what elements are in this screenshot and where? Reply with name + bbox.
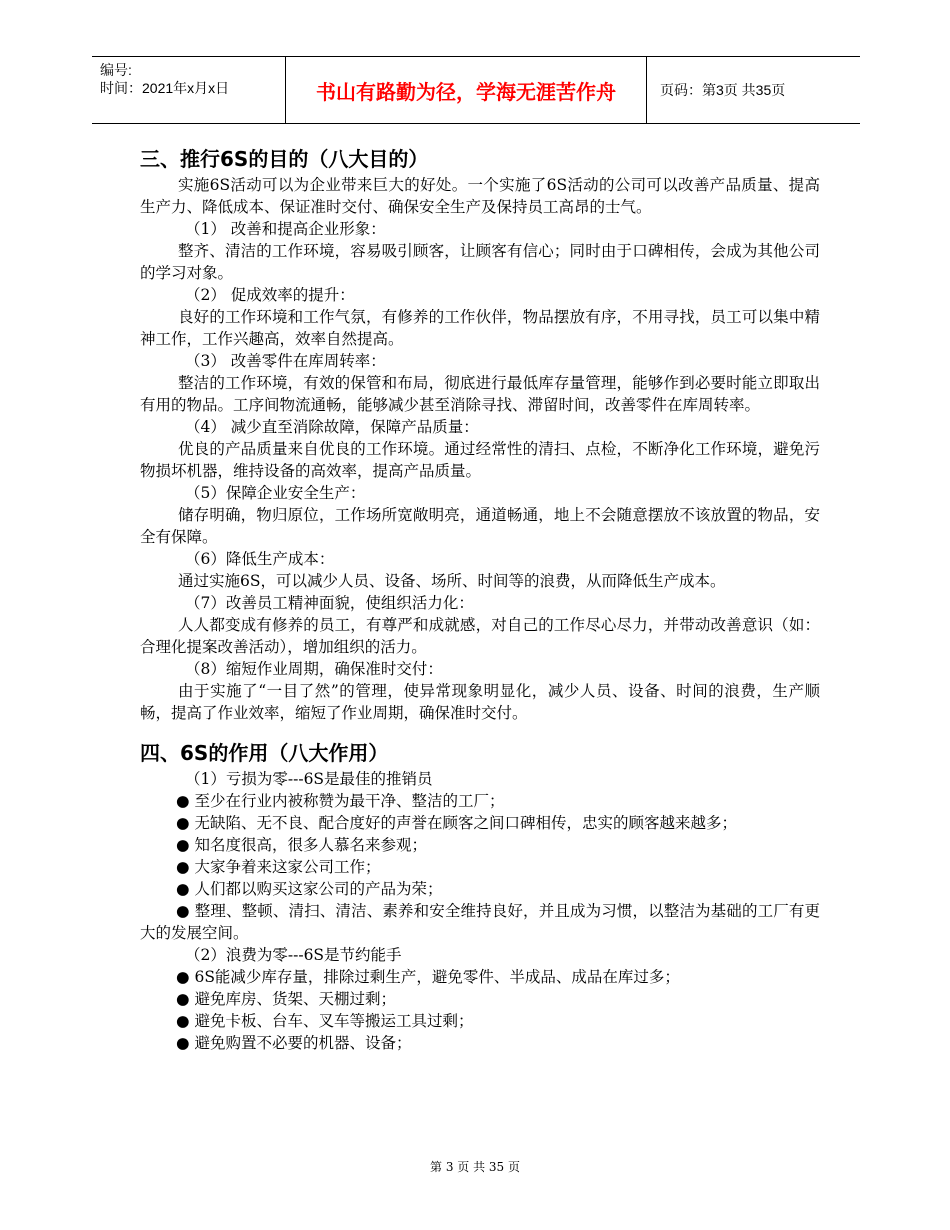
effect-1-bullet: ● 人们都以购买这家公司的产品为荣；: [176, 880, 443, 898]
header-page-info: 页码：第3页 共35页: [660, 82, 786, 98]
purpose-3-body: 整洁的工作环境，有效的保管和布局，彻底进行最低库存量管理，能够作到必要时能立即取出有用的物品。工序间物流通畅，能够减少甚至消除寻找、滞留时间，改善零件在库周转率。: [140, 374, 820, 414]
purpose-8-body: 由于实施了“一目了然”的管理，使异常现象明显化，减少人员、设备、时间的浪费，生产顺畅，提高了作业效率，缩短了作业周期，确保准时交付。: [140, 682, 820, 722]
section-3-title: 三、推行6S的目的（八大目的）: [140, 147, 429, 171]
effect-2-bullet: ● 避免库房、货架、天棚过剩；: [176, 990, 396, 1008]
code-label: 编号:: [100, 62, 132, 78]
effect-1-bullet: ● 大家争着来这家公司工作；: [176, 858, 381, 876]
section-4-title: 四、6S的作用（八大作用）: [140, 741, 389, 765]
time-label: 时间：2021年x月x日: [100, 80, 230, 96]
purpose-4-heading: （4） 减少直至消除故障，保障产品质量：: [185, 418, 479, 436]
effect-1-heading: （1）亏损为零---6S是最佳的推销员: [185, 770, 433, 788]
purpose-5-body: 储存明确，物归原位，工作场所宽敞明亮，通道畅通，地上不会随意摆放不该放置的物品，安全有保障。: [140, 506, 820, 546]
page-footer: 第 3 页 共 35 页: [430, 1160, 520, 1174]
effect-1-bullet: ● 无缺陷、无不良、配合度好的声誉在顾客之间口碑相传，忠实的顾客越来越多；: [176, 814, 737, 832]
effect-2-bullet: ● 避免卡板、台车、叉车等搬运工具过剩；: [176, 1012, 474, 1030]
effect-1-bullet: ● 整理、整顿、清扫、清洁、素养和安全维持良好，并且成为习惯，以整洁为基础的工厂有更大的发展空间。: [140, 902, 820, 942]
header-meta: [100, 61, 229, 97]
section-3-intro: 实施6S活动可以为企业带来巨大的好处。一个实施了6S活动的公司可以改善产品质量、提高生产力、降低成本、保证准时交付、确保安全生产及保持员工高昂的士气。: [140, 176, 820, 216]
document-body: [140, 146, 820, 1054]
purpose-7-body: 人人都变成有修养的员工，有尊严和成就感，对自己的工作尽心尽力，并带动改善意识（如：合理化提案改善活动），增加组织的活力。: [140, 616, 820, 656]
purpose-8-heading: （8）缩短作业周期，确保准时交付：: [185, 660, 443, 678]
purpose-7-heading: （7）改善员工精神面貌，使组织活力化：: [185, 594, 474, 612]
purpose-6-body: 通过实施6S，可以减少人员、设备、场所、时间等的浪费，从而降低生产成本。: [178, 572, 726, 590]
purpose-2-heading: （2） 促成效率的提升：: [185, 286, 355, 304]
effect-2-heading: （2）浪费为零---6S是节约能手: [185, 946, 402, 964]
purpose-1-body: 整齐、清洁的工作环境，容易吸引顾客，让顾客有信心；同时由于口碑相传，会成为其他公司的学习对象。: [140, 242, 820, 282]
page-header: [92, 56, 860, 124]
purpose-5-heading: （5）保障企业安全生产：: [185, 484, 366, 502]
purpose-6-heading: （6）降低生产成本：: [185, 550, 335, 568]
purpose-1-heading: （1） 改善和提高企业形象：: [185, 220, 386, 238]
effect-1-bullet: ● 知名度很高，很多人慕名来参观；: [176, 836, 427, 854]
purpose-2-body: 良好的工作环境和工作气氛，有修养的工作伙伴，物品摆放有序，不用寻找，员工可以集中精神工作，工作兴趣高，效率自然提高。: [140, 308, 820, 348]
header-motto: 书山有路勤为径，学海无涯苦作舟: [285, 57, 647, 123]
effect-2-bullet: ● 避免购置不必要的机器、设备；: [176, 1034, 412, 1052]
purpose-3-heading: （3） 改善零件在库周转率：: [185, 352, 386, 370]
effect-1-bullet: ● 至少在行业内被称赞为最干净、整洁的工厂；: [176, 792, 505, 810]
purpose-4-body: 优良的产品质量来自优良的工作环境。通过经常性的清扫、点检，不断净化工作环境，避免污物损坏机器，维持设备的高效率，提高产品质量。: [140, 440, 820, 480]
effect-2-bullet: ● 6S能减少库存量，排除过剩生产，避免零件、半成品、成品在库过多；: [176, 968, 680, 986]
